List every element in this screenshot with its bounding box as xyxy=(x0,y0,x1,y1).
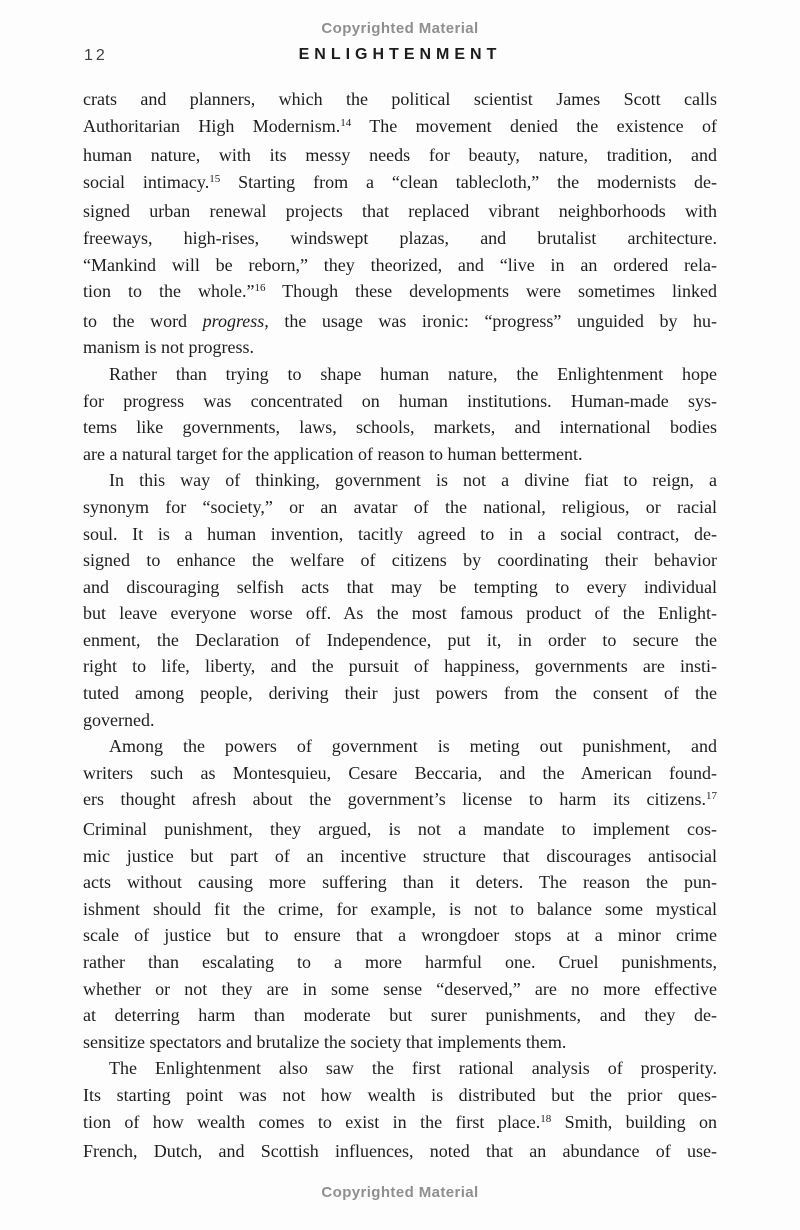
text-segment: soul. It is a human invention, tacitly agreed to in a social contract, de- xyxy=(83,523,717,544)
copyright-watermark-bottom: Copyrighted Material xyxy=(321,1184,479,1201)
text-segment: sensitize spectators and brutalize the society that implements them. xyxy=(83,1031,567,1052)
text-segment: whether or not they are in some sense “deserved,” are no more effective xyxy=(83,978,717,999)
text-line xyxy=(83,949,717,976)
text-line xyxy=(83,707,717,734)
text-line xyxy=(83,441,717,468)
text-line xyxy=(83,278,717,308)
text-segment: The movement denied the existence of xyxy=(351,115,717,136)
text-line xyxy=(83,361,717,388)
text-segment: right to life, liberty, and the pursuit of happiness, governments are insti- xyxy=(83,656,717,677)
text-line xyxy=(83,86,717,113)
text-line xyxy=(83,388,717,415)
text-line xyxy=(83,760,717,787)
footnote-ref: 16 xyxy=(254,282,266,295)
text-segment: freeways, high-rises, windswept plazas, and brutalist architecture. xyxy=(83,227,717,248)
text-segment: Authoritarian High Modernism. xyxy=(83,115,341,136)
text-segment: governed. xyxy=(83,709,155,730)
text-line xyxy=(83,169,717,199)
text-segment: Smith, building on xyxy=(551,1111,717,1132)
text-line xyxy=(83,733,717,760)
paragraph xyxy=(83,733,717,1055)
text-segment: but leave everyone worse off. As the most famous product of the Enlight- xyxy=(83,603,717,624)
text-line xyxy=(83,494,717,521)
text-line xyxy=(83,198,717,225)
text-segment: rather than escalating to a more harmful one. Cruel punishments, xyxy=(83,952,717,972)
text-segment: manism is not progress. xyxy=(83,337,254,358)
footnote-ref: 14 xyxy=(340,116,352,129)
text-line xyxy=(83,252,717,279)
footnote-ref: 15 xyxy=(209,172,221,185)
page-number: 12 xyxy=(84,47,108,64)
text-line xyxy=(83,600,717,627)
running-head: ENLIGHTENMENT xyxy=(298,46,502,63)
text-line xyxy=(83,653,717,680)
text-line xyxy=(83,1082,717,1109)
text-segment: tuted among people, deriving their just powers from the consent of the xyxy=(83,683,717,704)
text-segment: synonym for “society,” or an avatar of the national, religious, or racial xyxy=(83,496,717,517)
footnote-ref: 17 xyxy=(706,790,717,803)
text-segment: Criminal punishment, they argued, is not a mandate to implement cos- xyxy=(83,819,717,840)
paragraph xyxy=(83,467,717,733)
text-line xyxy=(83,1029,717,1056)
text-segment: signed to enhance the welfare of citizens by coordinating their behavior xyxy=(83,550,717,571)
text-segment: scale of justice but to ensure that a wrongdoer stops at a minor crime xyxy=(83,925,717,946)
text-line xyxy=(83,1002,717,1029)
text-segment: In this way of thinking, government is not a divine fiat to reign, a xyxy=(109,470,717,491)
text-segment: for progress was concentrated on human institutions. Human-made sys- xyxy=(83,390,717,411)
text-line xyxy=(83,142,717,169)
text-segment: Its starting point was not how wealth is distributed but the prior ques- xyxy=(83,1084,717,1105)
text-segment: tion to the whole.” xyxy=(83,281,255,302)
text-segment: Starting from a “clean tablecloth,” the modernists de- xyxy=(220,171,717,192)
text-line xyxy=(83,896,717,923)
text-segment: mic justice but part of an incentive structure that discourages antisocial xyxy=(83,845,717,866)
text-line xyxy=(83,113,717,143)
text-segment: signed urban renewal projects that replaced vibrant neighborhoods with xyxy=(83,201,717,222)
text-line xyxy=(83,1138,717,1165)
paragraph xyxy=(83,86,717,361)
text-segment: Rather than trying to shape human nature, the Enlightenment hope xyxy=(109,363,717,384)
text-line xyxy=(83,521,717,548)
text-line xyxy=(83,414,717,441)
text-line xyxy=(83,1109,717,1139)
text-segment: French, Dutch, and Scottish influences, noted that an abundance of use- xyxy=(83,1141,717,1162)
text-line xyxy=(83,976,717,1003)
text-line xyxy=(83,1055,717,1082)
text-segment: “Mankind will be reborn,” they theorized, and “live in an ordered rela- xyxy=(83,254,717,275)
text-segment: enment, the Declaration of Independence, put it, in order to secure the xyxy=(83,629,717,650)
text-segment: ers thought afresh about the government’s license to harm its citizens. xyxy=(83,789,706,810)
text-line xyxy=(83,225,717,252)
paragraph xyxy=(83,1055,717,1164)
text-line xyxy=(83,574,717,601)
paragraph xyxy=(83,361,717,467)
text-segment: tems like governments, laws, schools, markets, and international bodies xyxy=(83,417,717,438)
text-segment: Though these developments were sometimes linked xyxy=(265,281,717,302)
text-segment: social intimacy. xyxy=(83,171,210,192)
text-line xyxy=(83,467,717,494)
text-segment: The Enlightenment also saw the first rational analysis of prosperity. xyxy=(109,1058,717,1079)
text-line xyxy=(83,816,717,843)
text-segment: crats and planners, which the political scientist James Scott calls xyxy=(83,89,717,109)
copyright-watermark-top: Copyrighted Material xyxy=(321,20,479,37)
text-segment: ishment should fit the crime, for example, is not to balance some mystical xyxy=(83,898,717,919)
body-text xyxy=(83,86,717,1165)
text-segment: Among the powers of government is meting out punishment, and xyxy=(109,736,717,757)
text-segment: human nature, with its messy needs for beauty, nature, tradition, and xyxy=(83,145,717,166)
text-segment: the usage was ironic: “progress” unguided by hu- xyxy=(268,310,718,331)
text-segment: at deterring harm than moderate but surer punishments, and they de- xyxy=(83,1005,717,1026)
text-line xyxy=(83,786,717,816)
text-line xyxy=(83,547,717,574)
text-segment: are a natural target for the application of reason to human betterment. xyxy=(83,443,583,464)
text-line xyxy=(83,334,717,361)
text-segment: and discouraging selfish acts that may be tempting to every individual xyxy=(83,576,717,597)
text-line xyxy=(83,922,717,949)
text-line xyxy=(83,627,717,654)
text-segment: writers such as Montesquieu, Cesare Beccaria, and the American found- xyxy=(83,762,717,783)
text-segment: tion of how wealth comes to exist in the first place. xyxy=(83,1111,541,1132)
italic-text: progress, xyxy=(202,310,269,331)
footnote-ref: 18 xyxy=(540,1112,552,1125)
text-segment: acts without causing more suffering than it deters. The reason the pun- xyxy=(83,872,717,893)
text-segment: to the word xyxy=(83,310,203,331)
text-line xyxy=(83,843,717,870)
text-line xyxy=(83,680,717,707)
text-line xyxy=(83,869,717,896)
text-line xyxy=(83,308,717,335)
